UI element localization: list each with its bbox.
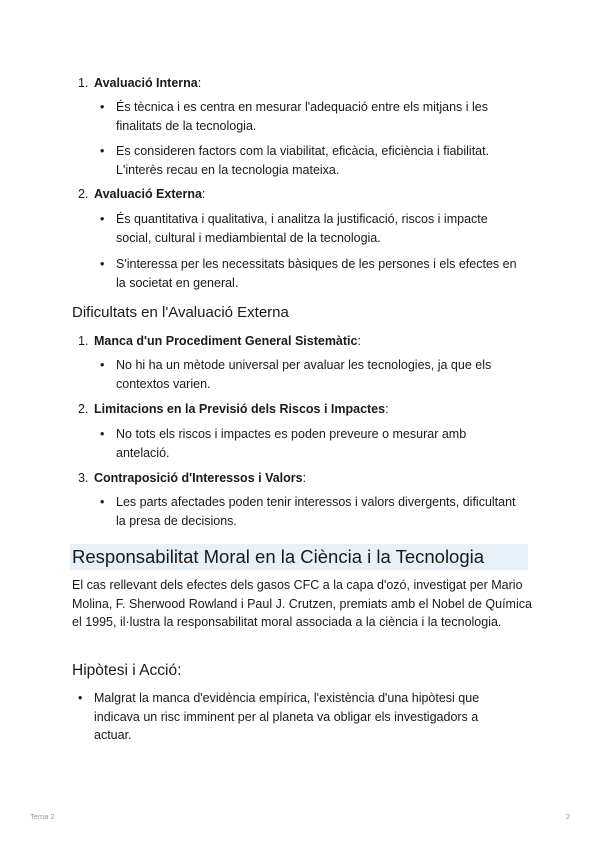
list-item-suffix: : xyxy=(197,76,202,90)
list-number: 1. xyxy=(78,334,89,348)
bullet-item xyxy=(100,356,520,393)
bullet-text: • Malgrat la manca d'evidència empírica, l'existència d'una hipòtesi que indicava un risc imminent per al planeta va obligar els investigadors a actuar. xyxy=(94,691,480,742)
list-item-title: Avaluació Interna xyxy=(94,76,198,90)
list-item-contraposicio xyxy=(78,469,306,487)
list-item-title: Avaluació Externa xyxy=(94,187,202,201)
bullet-item xyxy=(100,255,520,292)
list-number: 2. xyxy=(78,402,89,416)
section-paragraph: El cas rellevant dels efectes dels gasos CFC a la capa d'ozó, investigat per Mario Molina, F. Sherwood Rowland i Paul J. Crutzen, premiats amb el Nobel de Química el 1995, il·lustra la responsabilitat moral associada a la ciència i la tecnologia. xyxy=(72,578,532,629)
bullet-text: • S'interessa per les necessitats bàsiques de les persones i els efectes en la societat en general. xyxy=(116,257,517,290)
bullet-item xyxy=(100,142,520,179)
list-item-suffix: : xyxy=(385,402,389,416)
list-item-avaluacio-interna xyxy=(78,74,201,92)
section-title-responsabilitat: Responsabilitat Moral en la Ciència i la Tecnologia xyxy=(70,544,528,570)
list-item-procediment xyxy=(78,332,361,350)
section-heading-hipotesi: Hipòtesi i Acció: xyxy=(72,662,182,679)
list-item-avaluacio-externa xyxy=(78,185,205,203)
list-item-title: Manca d'un Procediment General Sistemàtic xyxy=(94,334,358,348)
footer-left: Tema 2 xyxy=(30,812,55,821)
bullet-text: • Es consideren factors com la viabilitat, eficàcia, eficiència i fiabilitat. L'interès recau en la tecnologia mateixa. xyxy=(116,144,490,177)
bullet-text: • No hi ha un mètode universal per avaluar les tecnologies, ja que els contextos varien. xyxy=(116,358,492,391)
list-item-suffix: : xyxy=(201,187,206,201)
bullet-text: • És quantitativa i qualitativa, i analitza la justificació, riscos i impacte social, cultural i mediambiental de la tecnologia. xyxy=(116,212,488,245)
list-item-title: Limitacions en la Previsió dels Riscos i Impactes xyxy=(94,402,386,416)
list-number: 3. xyxy=(78,471,89,485)
bullet-item xyxy=(100,425,520,462)
bullet-item xyxy=(78,689,518,745)
list-number: 1. xyxy=(78,76,89,90)
bullet-item xyxy=(100,98,520,135)
bullet-text: • Les parts afectades poden tenir interessos i valors divergents, dificultant la presa de decisions. xyxy=(116,495,516,528)
bullet-item xyxy=(100,210,520,247)
bullet-text: • És tècnica i es centra en mesurar l'adequació entre els mitjans i les finalitats de la tecnologia. xyxy=(116,100,489,133)
section-heading-dificultats: Dificultats en l'Avaluació Externa xyxy=(72,304,289,321)
list-item-limitacions xyxy=(78,400,389,418)
bullet-item xyxy=(100,493,520,530)
list-number: 2. xyxy=(78,187,89,201)
list-item-suffix: : xyxy=(302,471,307,485)
bullet-text: • No tots els riscos i impactes es poden preveure o mesurar amb antelació. xyxy=(116,427,467,460)
footer-page-number: 2 xyxy=(565,812,570,821)
list-item-suffix: : xyxy=(357,334,361,348)
list-item-title: Contraposició d'Interessos i Valors xyxy=(94,471,303,485)
